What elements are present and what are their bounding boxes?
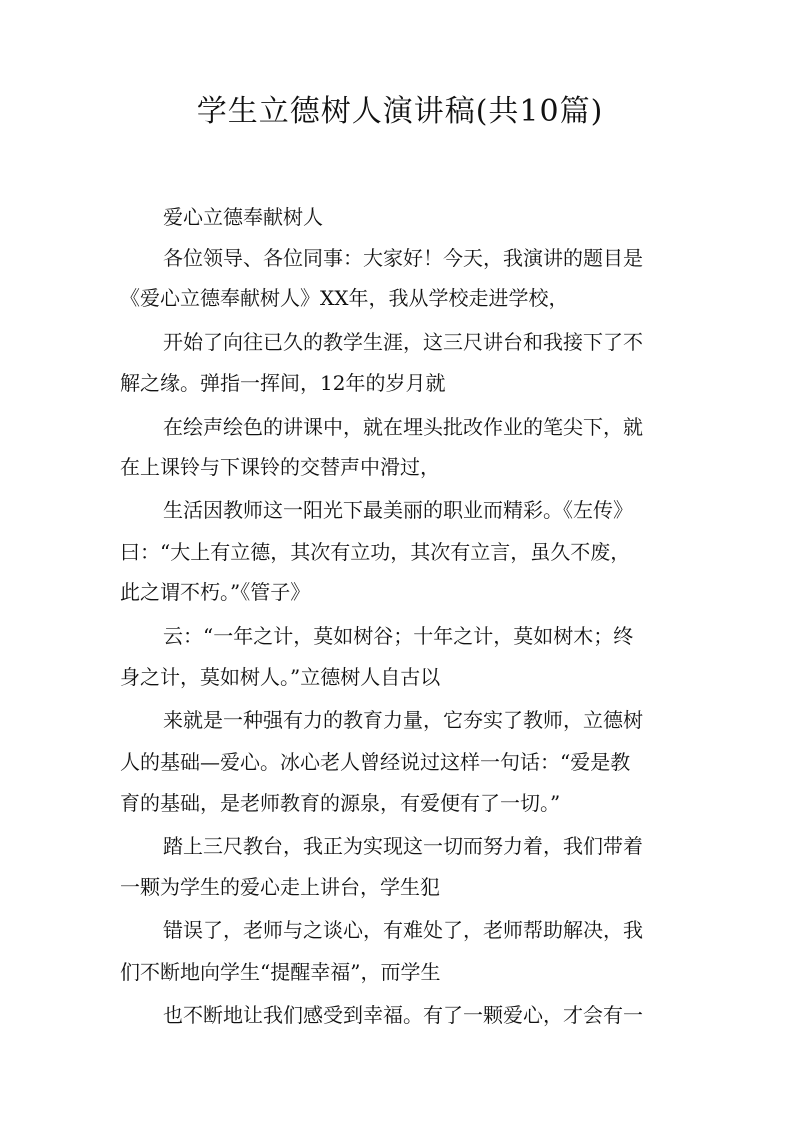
document-title: 学生立德树人演讲稿(共10篇) — [196, 94, 604, 129]
paragraph-line: 在绘声绘色的讲课中，就在埋头批改作业的笔尖下，就 — [163, 415, 643, 439]
paragraph-line: 来就是一种强有力的教育力量，它夯实了教师，立德树 — [163, 708, 643, 732]
paragraph-line: 人的基础—爱心。冰心老人曾经说过这样一句话：“爱是教 — [120, 750, 631, 774]
paragraph-line: 身之计，莫如树人。”立德树人自古以 — [120, 665, 441, 689]
paragraph-line: 踏上三尺教台，我正为实现这一切而努力着，我们带着 — [163, 834, 643, 858]
paragraph-line: 在上课铃与下课铃的交替声中滑过， — [120, 455, 440, 479]
paragraph-line: 爱心立德奉献树人 — [163, 205, 323, 229]
paragraph-line: 《爱心立德奉献树人》XX年，我从学校走进学校， — [120, 286, 569, 310]
paragraph-line: 也不断地让我们感受到幸福。有了一颗爱心，才会有一 — [163, 1003, 643, 1027]
paragraph-line: 各位领导、各位同事：大家好！今天，我演讲的题目是 — [163, 246, 643, 270]
paragraph-line: 错误了，老师与之谈心，有难处了，老师帮助解决，我 — [163, 918, 643, 942]
paragraph-line: 曰：“大上有立德，其次有立功，其次有立言，虽久不废， — [120, 540, 631, 564]
paragraph-line: 一颗为学生的爱心走上讲台，学生犯 — [120, 875, 440, 899]
paragraph-line: 育的基础，是老师教育的源泉，有爱便有了一切。” — [120, 791, 561, 815]
paragraph-line: 开始了向往已久的教学生涯，这三尺讲台和我接下了不 — [163, 330, 643, 354]
paragraph-line: 们不断地向学生“提醒幸福”，而学生 — [120, 960, 441, 984]
paragraph-line: 生活因教师这一阳光下最美丽的职业而精彩。《左传》 — [163, 498, 633, 522]
paragraph-line: 解之缘。弹指一挥间，12年的岁月就 — [120, 371, 446, 395]
paragraph-line: 云：“一年之计，莫如树谷；十年之计，莫如树木；终 — [163, 624, 634, 648]
paragraph-line: 此之谓不朽。”《管子》 — [120, 580, 311, 604]
